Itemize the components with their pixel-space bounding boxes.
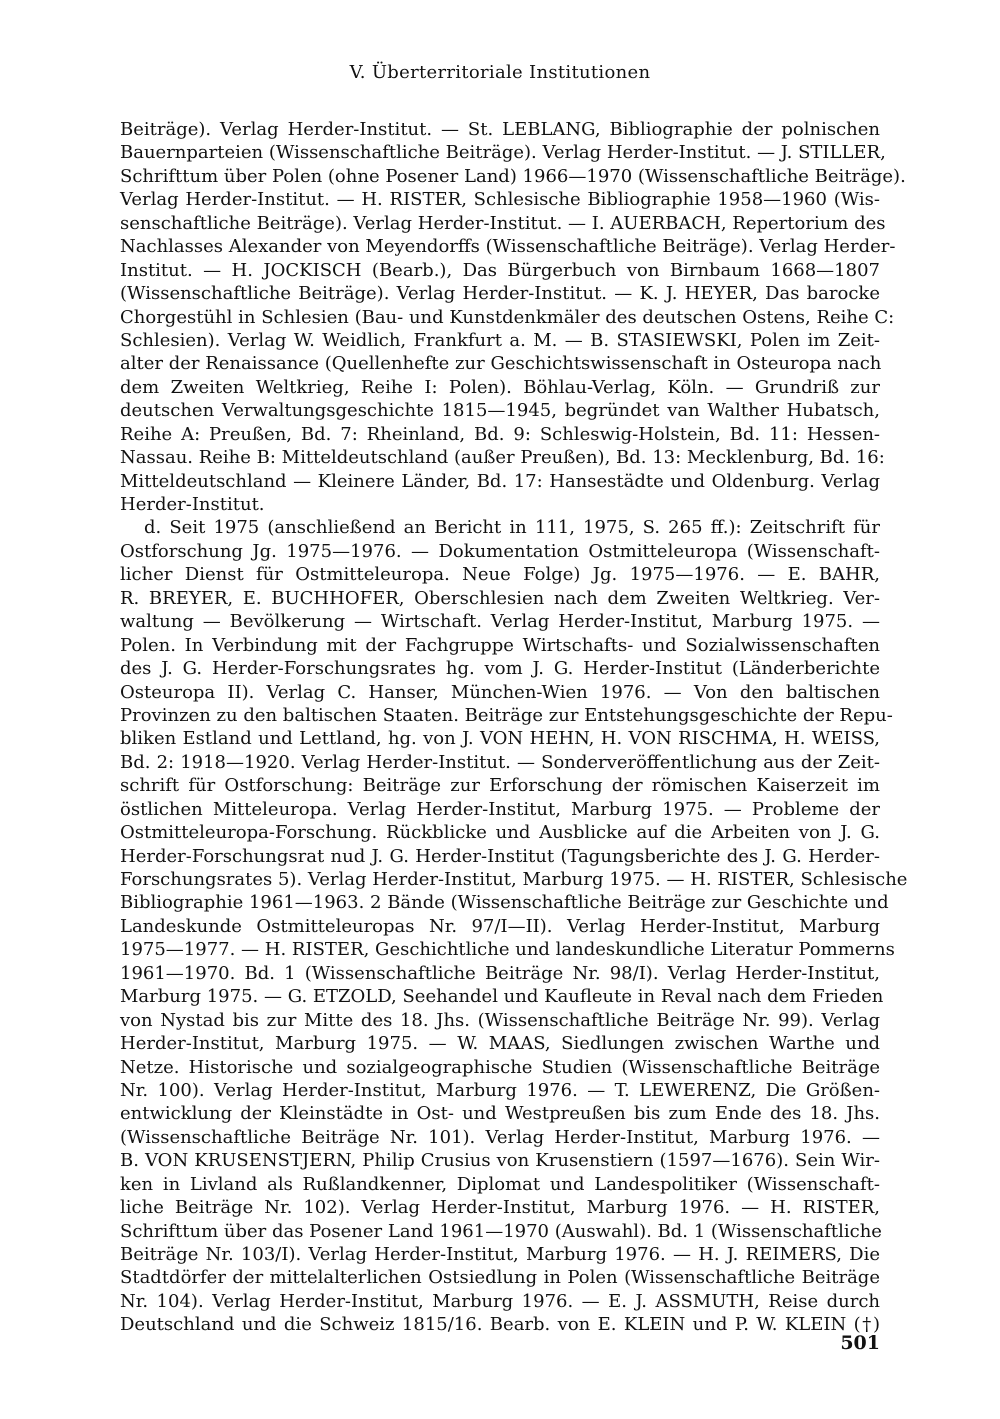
text-line: Deutschland und die Schweiz 1815/16. Bearb. von E. KLEIN und P. W. KLEIN (†) — [120, 1314, 880, 1336]
body-text — [120, 118, 908, 1337]
text-line: Forschungsrates 5). Verlag Herder-Institut, Marburg 1975. — H. RISTER, Schlesische — [120, 869, 908, 890]
text-line: waltung — Bevölkerung — Wirtschaft. Verlag Herder-Institut, Marburg 1975. — — [120, 611, 880, 633]
text-line: Verlag Herder-Institut. — H. RISTER, Schlesische Bibliographie 1958—1960 (Wis- — [120, 189, 880, 211]
text-line: Nachlasses Alexander von Meyendorffs (Wissenschaftliche Beiträge). Verlag Herder- — [120, 236, 896, 258]
text-line: Beiträge Nr. 103/I). Verlag Herder-Institut, Marburg 1976. — H. J. REIMERS, Die — [120, 1244, 880, 1265]
text-line: 1975—1977. — H. RISTER, Geschichtliche und landeskundliche Literatur Pommerns — [120, 939, 895, 961]
text-line-paragraph-start: d. Seit 1975 (anschließend an Bericht in 111, 1975, S. 265 ff.): Zeitschrift für — [144, 517, 880, 539]
text-line-paragraph-end: Herder-Institut. — [120, 494, 265, 515]
text-line: Institut. — H. JOCKISCH (Bearb.), Das Bürgerbuch von Birnbaum 1668—1807 — [120, 259, 880, 281]
text-line: Schrifttum über Polen (ohne Posener Land) 1966—1970 (Wissenschaftliche Beiträge). — [120, 165, 906, 187]
text-line: Nr. 100). Verlag Herder-Institut, Marburg 1976. — T. LEWERENZ, Die Größen- — [120, 1079, 880, 1101]
text-line: Ostforschung Jg. 1975—1976. — Dokumentation Ostmitteleuropa (Wissenschaft- — [120, 540, 880, 562]
text-line: Polen. In Verbindung mit der Fachgruppe Wirtschafts- und Sozialwissenschaften — [120, 634, 880, 656]
text-line: Schlesien). Verlag W. Weidlich, Frankfurt a. M. — B. STASIEWSKI, Polen im Zeit- — [120, 329, 880, 351]
text-line: östlichen Mitteleuropa. Verlag Herder-Institut, Marburg 1975. — Probleme der — [120, 798, 880, 820]
text-line: des J. G. Herder-Forschungsrates hg. vom J. G. Herder-Institut (Länderberichte — [120, 658, 880, 680]
text-line: Ostmitteleuropa-Forschung. Rückblicke und Ausblicke auf die Arbeiten von J. G. — [120, 822, 880, 844]
text-line: R. BREYER, E. BUCHHOFER, Oberschlesien nach dem Zweiten Weltkrieg. Ver- — [120, 587, 880, 609]
text-line: Herder-Forschungsrat nud J. G. Herder-Institut (Tagungsberichte des J. G. Herder- — [120, 845, 880, 867]
text-line: Landeskunde Ostmitteleuropas Nr. 97/I—II). Verlag Herder-Institut, Marburg — [120, 915, 880, 937]
text-line: bliken Estland und Lettland, hg. von J. VON HEHN, H. VON RISCHMA, H. WEISS, — [120, 728, 880, 750]
text-line: deutschen Verwaltungsgeschichte 1815—1945, begründet van Walther Hubatsch, — [120, 400, 880, 422]
text-line: schrift für Ostforschung: Beiträge zur Erforschung der römischen Kaiserzeit im — [120, 775, 880, 797]
text-line: Stadtdörfer der mittelalterlichen Ostsiedlung in Polen (Wissenschaftliche Beiträge — [120, 1267, 880, 1289]
text-line: Bd. 2: 1918—1920. Verlag Herder-Institut. — Sonderveröffentlichung aus der Zeit- — [120, 751, 880, 773]
text-line: alter der Renaissance (Quellenhefte zur Geschichtswissenschaft in Osteuropa nach — [120, 353, 882, 375]
text-line: senschaftliche Beiträge). Verlag Herder-Institut. — I. AUERBACH, Repertorium des — [120, 212, 886, 234]
text-line: Mitteldeutschland — Kleinere Länder, Bd. 17: Hansestädte und Oldenburg. Verlag — [120, 470, 880, 492]
running-head: V. Überterritoriale Institutionen — [349, 62, 651, 83]
text-line: von Nystad bis zur Mitte des 18. Jhs. (Wissenschaftliche Beiträge Nr. 99). Verlag — [120, 1009, 880, 1031]
text-line: Reihe A: Preußen, Bd. 7: Rheinland, Bd. 9: Schleswig-Holstein, Bd. 11: Hessen- — [120, 423, 880, 445]
text-line: B. VON KRUSENSTJERN, Philip Crusius von Krusenstiern (1597—1676). Sein Wir- — [120, 1150, 880, 1172]
text-line: Chorgestühl in Schlesien (Bau- und Kunstdenkmäler des deutschen Ostens, Reihe C: — [120, 306, 895, 328]
text-line: licher Dienst für Ostmitteleuropa. Neue Folge) Jg. 1975—1976. — E. BAHR, — [120, 564, 880, 586]
text-line: Bibliographie 1961—1963. 2 Bände (Wissenschaftliche Beiträge zur Geschichte und — [120, 892, 889, 914]
text-line: ken in Livland als Rußlandkenner, Diplomat und Landespolitiker (Wissenschaft- — [120, 1173, 880, 1195]
text-line: (Wissenschaftliche Beiträge). Verlag Herder-Institut. — K. J. HEYER, Das barocke — [120, 283, 880, 305]
text-line: Provinzen zu den baltischen Staaten. Beiträge zur Entstehungsgeschichte der Repu- — [120, 704, 893, 726]
text-line: dem Zweiten Weltkrieg, Reihe I: Polen). Böhlau-Verlag, Köln. — Grundriß zur — [120, 376, 880, 398]
text-line: entwicklung der Kleinstädte in Ost- und Westpreußen bis zum Ende des 18. Jhs. — [120, 1103, 880, 1125]
text-line: Bauernparteien (Wissenschaftliche Beiträge). Verlag Herder-Institut. — J. STILLER, — [120, 142, 886, 164]
text-line: Netze. Historische und sozialgeographische Studien (Wissenschaftliche Beiträge — [120, 1056, 880, 1078]
text-line: Beiträge). Verlag Herder-Institut. — St. LEBLANG, Bibliographie der polnischen — [120, 119, 880, 140]
text-line: 1961—1970. Bd. 1 (Wissenschaftliche Beiträge Nr. 98/I). Verlag Herder-Institut, — [120, 962, 880, 984]
text-line: liche Beiträge Nr. 102). Verlag Herder-Institut, Marburg 1976. — H. RISTER, — [120, 1197, 880, 1219]
text-line: Nassau. Reihe B: Mitteldeutschland (außer Preußen), Bd. 13: Mecklenburg, Bd. 16: — [120, 447, 885, 469]
text-line: Marburg 1975. — G. ETZOLD, Seehandel und Kaufleute in Reval nach dem Frieden — [120, 986, 884, 1008]
text-line: Osteuropa II). Verlag C. Hanser, München-Wien 1976. — Von den baltischen — [120, 681, 880, 703]
text-line: Nr. 104). Verlag Herder-Institut, Marburg 1976. — E. J. ASSMUTH, Reise durch — [120, 1290, 880, 1312]
text-line: Schrifttum über das Posener Land 1961—1970 (Auswahl). Bd. 1 (Wissenschaftliche — [120, 1220, 882, 1242]
text-line: (Wissenschaftliche Beiträge Nr. 101). Verlag Herder-Institut, Marburg 1976. — — [120, 1126, 880, 1148]
page-number: 501 — [840, 1332, 880, 1354]
text-line: Herder-Institut, Marburg 1975. — W. MAAS, Siedlungen zwischen Warthe und — [120, 1033, 880, 1055]
